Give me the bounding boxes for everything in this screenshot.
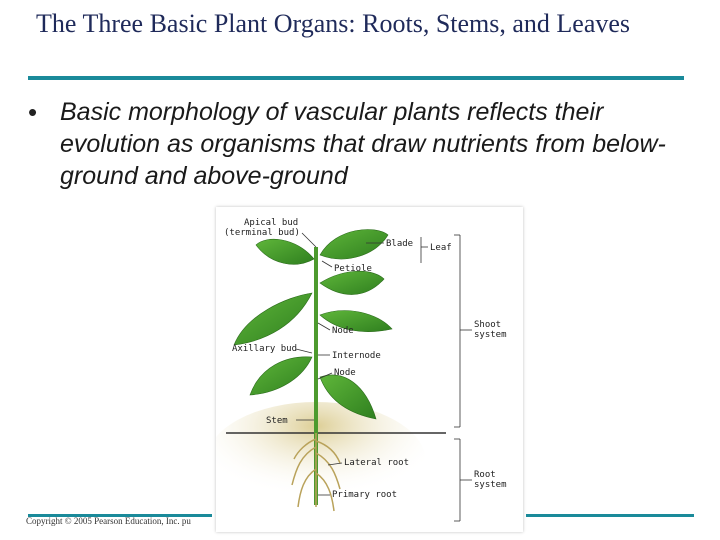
label-blade: Blade: [386, 239, 414, 249]
footer-divider-right: [526, 514, 694, 517]
leaf-top-right: [320, 230, 388, 259]
label-leaf: Leaf: [430, 243, 452, 253]
label-internode: Internode: [332, 351, 381, 361]
label-axillary-bud: Axillary bud: [232, 344, 298, 354]
label-petiole: Petiole: [334, 264, 372, 274]
slide-title: The Three Basic Plant Organs: Roots, Stems, and Leaves: [36, 9, 631, 38]
bullet-icon: •: [28, 97, 38, 127]
title-divider: [28, 76, 684, 80]
label-node-top: Node: [332, 326, 354, 336]
bullet-item: [28, 96, 688, 192]
label-node-bottom: Node: [334, 368, 356, 378]
label-stem: Stem: [266, 416, 288, 426]
leaf-upper-right: [320, 271, 384, 294]
label-terminal-bud: (terminal bud): [224, 228, 300, 238]
copyright-text: Copyright © 2005 Pearson Education, Inc. pu: [26, 516, 191, 526]
leaf-mid-right: [320, 311, 392, 332]
label-root: Root: [474, 470, 496, 480]
label-shoot: Shoot: [474, 320, 502, 330]
label-root-system: system: [474, 480, 507, 490]
leaves: [234, 230, 392, 419]
label-shoot-system: system: [474, 330, 507, 340]
leaf-lower-left: [250, 357, 312, 395]
label-lateral-root: Lateral root: [344, 458, 410, 468]
label-apical-bud: Apical bud: [244, 218, 299, 228]
plant-diagram: [216, 207, 523, 532]
label-primary-root: Primary root: [332, 490, 398, 500]
bullet-text: Basic morphology of vascular plants reflects their evolution as organisms that draw nutrients from below-ground and above-ground: [60, 98, 666, 190]
leaf-top-left: [256, 239, 314, 264]
leaf-upper-left: [234, 293, 312, 345]
